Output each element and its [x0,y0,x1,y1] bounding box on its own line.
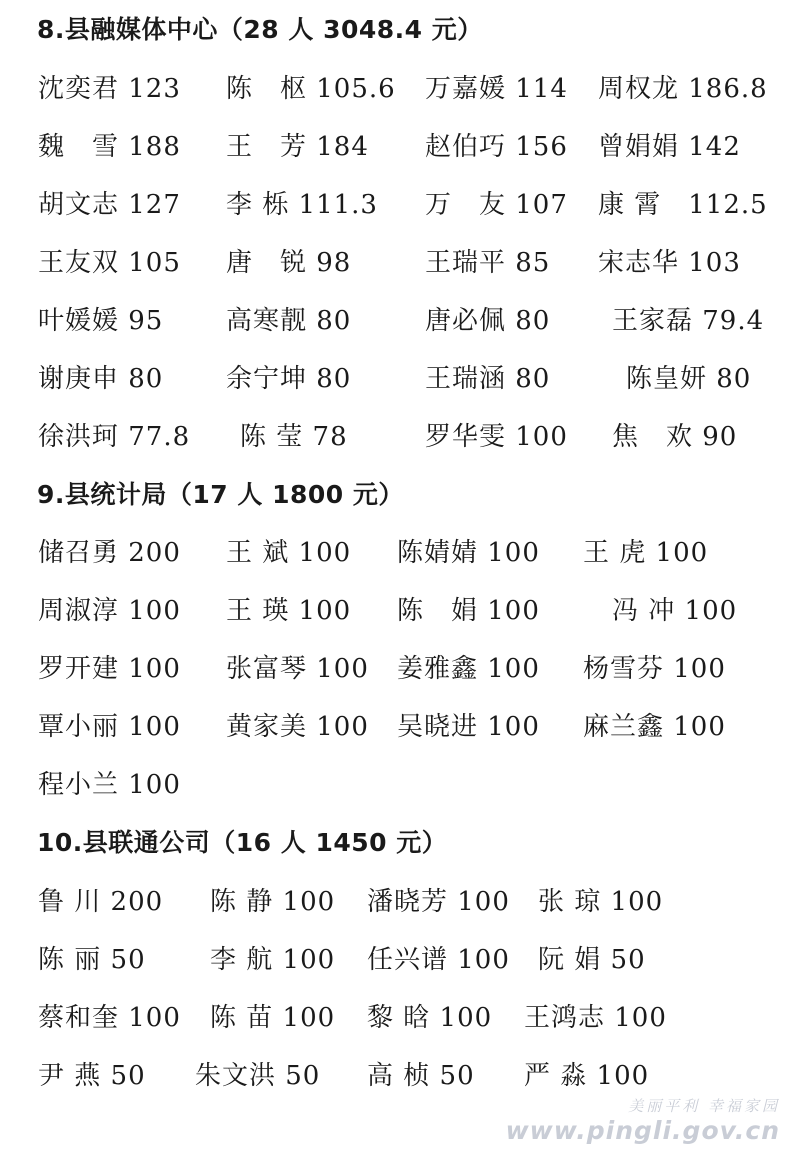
donor-entry: 陈 丽 50 [38,945,146,975]
donor-entry: 魏 雪 188 [38,132,181,162]
donor-entry: 黄家美 100 [226,712,369,742]
name-row [0,648,800,688]
donor-entry: 任兴谱 100 [367,945,510,975]
donor-entry: 冯 冲 100 [612,596,738,626]
donor-entry: 姜雅鑫 100 [397,654,540,684]
watermark-slogan: 美丽平利 幸福家园 [628,1097,780,1115]
donor-entry: 鲁 川 200 [38,887,164,917]
donor-entry: 吴晓进 100 [397,712,540,742]
donor-entry: 朱文洪 50 [195,1061,321,1091]
name-row [0,706,800,746]
name-row [0,764,800,804]
donor-entry: 罗华雯 100 [425,422,568,452]
donor-entry: 李 栎 111.3 [226,190,378,220]
donor-entry: 陈 枢 105.6 [226,74,396,104]
donor-entry: 严 淼 100 [524,1061,650,1091]
donor-entry: 罗开建 100 [38,654,181,684]
name-row [0,126,800,166]
donor-entry: 王瑞涵 80 [425,364,551,394]
donor-entry: 康 霄 112.5 [598,190,768,220]
donor-entry: 储召勇 200 [38,538,181,568]
donor-entry: 陈 娟 100 [397,596,540,626]
donor-entry: 胡文志 127 [38,190,181,220]
name-row [0,242,800,282]
watermark-url: www.pingli.gov.cn [505,1116,780,1145]
donor-entry: 周淑淳 100 [38,596,181,626]
site-watermark [506,1095,780,1145]
name-row [0,416,800,456]
donor-entry: 王鸿志 100 [524,1003,667,1033]
donor-entry: 张富琴 100 [226,654,369,684]
donor-entry: 谢庚申 80 [38,364,164,394]
donor-entry: 唐必佩 80 [425,306,551,336]
donor-entry: 唐 锐 98 [226,248,352,278]
donor-entry: 沈奕君 123 [38,74,181,104]
donor-entry: 李 航 100 [210,945,336,975]
donor-entry: 徐洪珂 77.8 [38,422,191,452]
donor-entry: 万 友 107 [425,190,568,220]
donor-entry: 赵伯巧 156 [425,132,568,162]
donor-entry: 叶媛媛 95 [38,306,164,336]
name-row [0,881,800,921]
name-row [0,358,800,398]
donor-entry: 张 琼 100 [538,887,664,917]
donor-entry: 麻兰鑫 100 [583,712,726,742]
donor-entry: 黎 晗 100 [367,1003,493,1033]
name-row [0,1055,800,1095]
donor-entry: 陈 静 100 [210,887,336,917]
donor-entry: 程小兰 100 [38,770,181,800]
donor-entry: 焦 欢 90 [612,422,738,452]
donor-entry: 杨雪芬 100 [583,654,726,684]
donor-entry: 潘晓芳 100 [367,887,510,917]
donor-entry: 覃小丽 100 [38,712,181,742]
name-row [0,590,800,630]
donor-entry: 高 桢 50 [367,1061,475,1091]
donor-entry: 陈皇妍 80 [626,364,752,394]
name-row [0,184,800,224]
donor-entry: 王瑞平 85 [425,248,551,278]
donor-entry: 王 斌 100 [226,538,352,568]
donor-entry: 万嘉媛 114 [425,74,568,104]
name-row [0,939,800,979]
name-row [0,997,800,1037]
donor-entry: 蔡和奎 100 [38,1003,181,1033]
donor-entry: 阮 娟 50 [538,945,646,975]
donor-entry: 王家磊 79.4 [612,306,765,336]
section-title: 9.县统计局（17 人 1800 元） [37,480,404,509]
section-title: 10.县联通公司（16 人 1450 元） [37,828,448,857]
donor-entry: 曾娟娟 142 [598,132,741,162]
donor-entry: 陈 莹 78 [240,422,348,452]
donor-entry: 王 虎 100 [583,538,709,568]
donor-entry: 高寒靓 80 [226,306,352,336]
name-row [0,532,800,572]
donor-entry: 尹 燕 50 [38,1061,146,1091]
donor-entry: 陈 苗 100 [210,1003,336,1033]
donor-entry: 王 瑛 100 [226,596,352,626]
section-title: 8.县融媒体中心（28 人 3048.4 元） [37,15,483,44]
name-row [0,300,800,340]
donor-entry: 宋志华 103 [598,248,741,278]
donor-entry: 陈婧婧 100 [397,538,540,568]
donor-entry: 周权龙 186.8 [598,74,768,104]
donor-entry: 王 芳 184 [226,132,369,162]
name-row [0,68,800,108]
donor-entry: 余宁坤 80 [226,364,352,394]
donor-entry: 王友双 105 [38,248,181,278]
